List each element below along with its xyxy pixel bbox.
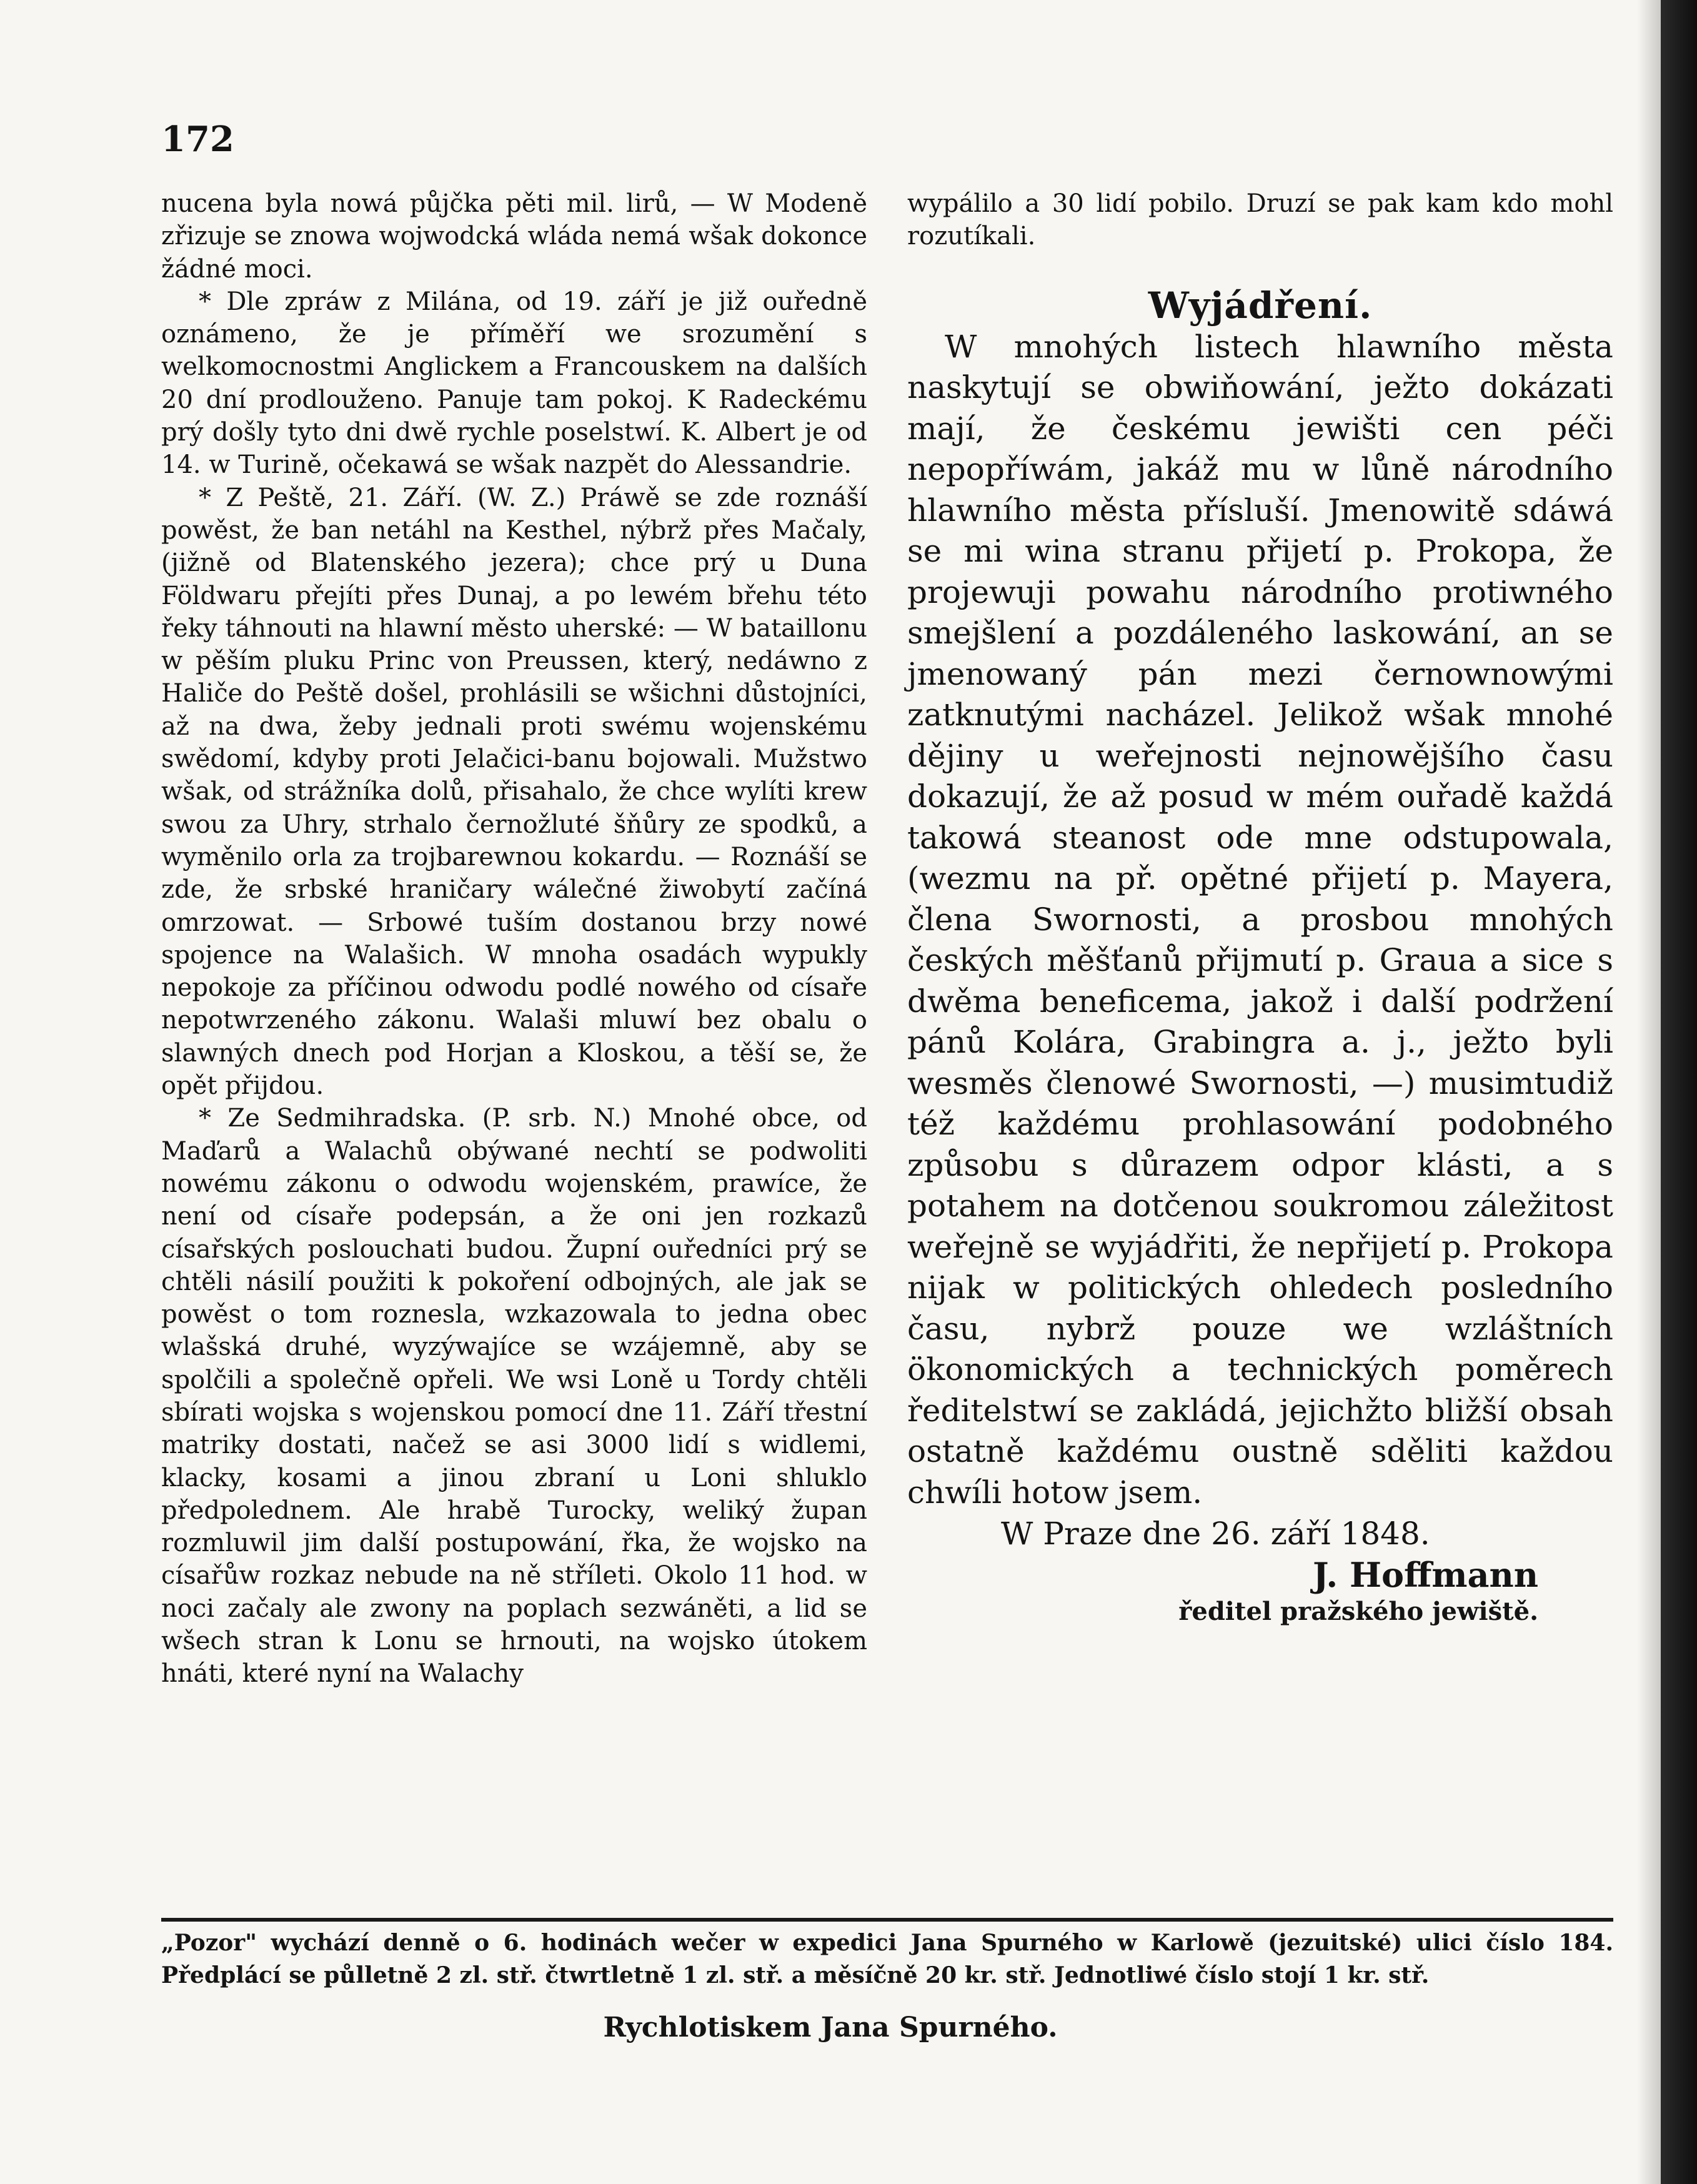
- page-number: 172: [161, 119, 234, 160]
- news-paragraph-modena: nucena byla nowá půjčka pěti mil. lirů, — W Modeně zřizuje se znowa wojwodcká wláda nemá wšak dokonce žádné moci.: [161, 189, 867, 284]
- subscription-notice: „Pozor" wychází denně o 6. hodinách wečer w expedici Jana Spurného w Karlowě (jezuitské) ulici číslo 184. Předplácí se půlletně 2 zl. stř. čtwrtletně 1 zl. stř. a měsíčně 20 kr. stř. Jednotliwé číslo stojí 1 kr. stř.: [161, 1930, 1613, 1988]
- printer-imprint: Rychlotiskem Jana Spurného.: [603, 2012, 1058, 2043]
- footer-notice: [161, 1927, 1613, 1992]
- declaration-dateline: W Praze dne 26. září 1848.: [1001, 1516, 1430, 1552]
- declaration-heading: Wyjádření.: [1148, 284, 1373, 327]
- book-binding-edge: [1661, 0, 1697, 2184]
- footer-rule: [161, 1918, 1613, 1922]
- news-paragraph-pest: * Z Peště, 21. Září. (W. Z.) Práwě se zde roznáší powěst, že ban netáhl na Kesthel, nýbrž přes Mačaly, (jižně od Blatenského jezera); chce prý u Duna Földwaru přejíti přes Dunaj, a po lewém břehu této řeky táhnouti na hlawní město uherské: — W bataillonu w pěším pluku Princ von Preussen, který, nedáwno z Haliče do Peště došel, prohlásili se wšichni důstojníci, až na dwa, žeby jednali proti swému wojenskému swědomí, kdyby proti Jelačici-banu bojowali. Mužstwo wšak, od strážníka dolů, přisahalo, že chce wylíti krew swou za Uhry, strhalo černožluté šňůry ze spodků, a wyměnilo orla za trojbarewnou kokardu. — Roznáší se zde, že srbské hraničary wálečné žiwobytí začíná omrzowat. — Srbowé tuším dostanou brzy nowé spojence na Walašich. W mnoha osadách wypukly nepokoje za příčinou odwodu podlé nowého od císaře nepotwrzeného zákonu. Walaši mluwí bez obalu o slawných dnech pod Horjan a Kloskou, a těší se, že opět přijdou.: [161, 483, 867, 1101]
- signature-name: J. Hoffmann: [1313, 1555, 1538, 1596]
- binding-shadow: [1637, 0, 1661, 2184]
- continued-paragraph: wypálilo a 30 lidí pobilo. Druzí se pak kam kdo mohl rozutíkali.: [907, 189, 1613, 251]
- news-paragraph-milan: * Dle zpráw z Milána, od 19. září je již ouředně oznámeno, že je příměří we srozumění s welkomocnostmi Anglickem a Francouskem na dalších 20 dní prodlouženo. Panuje tam pokoj. K Radeckému prý došly tyto dni dwě rychle poselstwí. K. Albert je od 14. w Turině, očekawá se wšak nazpět do Alessandrie.: [161, 287, 867, 480]
- signature-title: ředitel pražského jewiště.: [1178, 1597, 1538, 1627]
- news-paragraph-transylvania: * Ze Sedmihradska. (P. srb. N.) Mnohé obce, od Maďarů a Walachů obýwané nechtí se podwoliti nowému zákonu o odwodu wojenském, prawíce, že není od císaře podepsán, a že oni jen rozkazů císařských poslouchati budou. Župní ouředníci prý se chtěli násilí použiti k pokoření odbojných, ale jak se powěst o tom roznesla, wzkazowala to jedna obec wlašská druhé, wyzýwajíce se wzájemně, aby se spolčili a společně opřeli. We wsi Loně u Tordy chtěli sbírati wojska s wojenskou pomocí dne 11. Září třestní matriky dostati, načež se asi 3000 lidí s widlemi, klacky, kosami a jinou zbraní u Loni shluklo předpolednem. Ale hrabě Turocky, weliký župan rozmluwil jim další postupowání, řka, že wojsko na císařůw rozkaz nebude na ně stříleti. Okolo 11 hod. w noci začaly ale zwony na poplach sezwáněti, a lid se wšech stran k Lonu se hrnouti, na wojsko útokem hnáti, které nyní na Walachy: [161, 1104, 867, 1689]
- declaration-body: W mnohých listech hlawního města naskytují se obwiňowání, ježto dokázati mají, že českému jewišti cen péči nepopříwám, jakáž mu w lůně národního hlawního města přísluší. Jmenowitě sdáwá se mi wina stranu přijetí p. Prokopa, že projewuji powahu národního protiwného smejšlení a pozdáleného laskowání, an se jmenowaný pán mezi černownowými zatknutými nacházel. Jelikož wšak mnohé dějiny u weřejnosti nejnowějšího času dokazují, že až posud w mém ouřadě každá takowá steanost ode mne odstupowala, (wezmu na př. opětné přijetí p. Mayera, člena Swornosti, a prosbou mnohých českých měšťanů přijmutí p. Graua a sice s dwěma beneficema, jakož i další podržení pánů Kolára, Grabingra a. j., ježto byli wesměs členowé Swornosti, —) musimtudiž též každému prohlasowání podobného způsobu s důrazem odpor klásti, a s potahem na dotčenou soukromou záležitost weřejně se wyjádřiti, že nepřijetí p. Prokopa nijak w politických ohledech posledního času, nybrž pouze we wzláštních ökonomických a technických poměrech ředitelstwí se zakládá, jejichžto bližší obsah ostatně každému oustně sděliti každou chwíli hotow jsem.: [907, 328, 1613, 1511]
- right-column: [907, 187, 1613, 1628]
- left-column: [161, 187, 867, 1690]
